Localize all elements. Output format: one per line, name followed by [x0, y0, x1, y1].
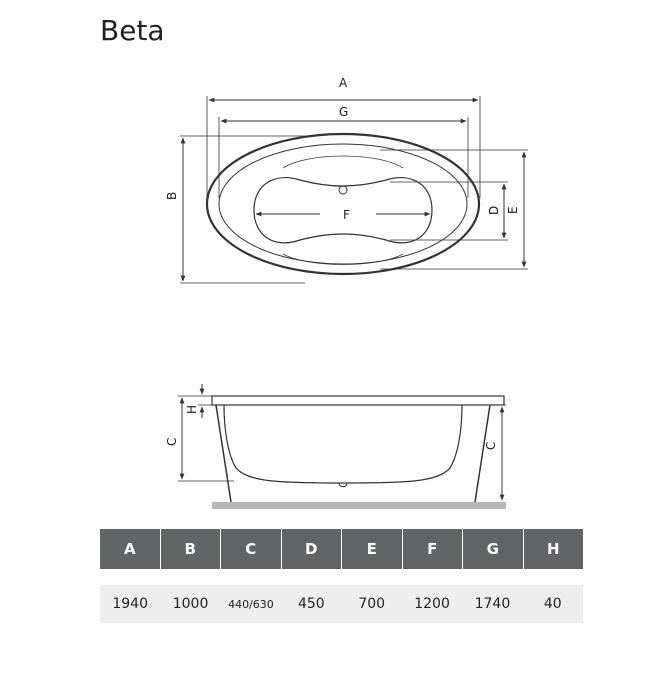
- value-h: 40: [543, 596, 562, 612]
- header-d: D: [282, 529, 343, 569]
- label-c-left: C: [165, 437, 179, 446]
- value-b: 1000: [172, 596, 209, 612]
- value-c: 440/630: [228, 597, 274, 611]
- floor: [212, 502, 506, 509]
- header-g: G: [463, 529, 524, 569]
- label-e: E: [506, 206, 520, 214]
- label-f: F: [343, 208, 350, 222]
- value-e: 700: [358, 596, 386, 612]
- side-outer-shell: [216, 405, 490, 502]
- header-f: F: [403, 529, 464, 569]
- table-value-row: [100, 585, 583, 623]
- table-header-row: [100, 529, 583, 569]
- label-d: D: [487, 205, 501, 215]
- product-title: Beta: [100, 14, 165, 47]
- side-inner-basin: [224, 405, 462, 483]
- value-d: 450: [297, 596, 325, 612]
- label-h: H: [185, 404, 199, 414]
- side-rim: [212, 396, 504, 405]
- outer-rim: [207, 134, 479, 274]
- header-h: H: [546, 540, 560, 558]
- value-g: 1740: [474, 596, 511, 612]
- label-c-right: C: [484, 441, 498, 450]
- lower-shoulder: [283, 254, 403, 265]
- value-a: 1940: [112, 596, 148, 612]
- top-view: [180, 96, 528, 283]
- header-a: A: [100, 529, 161, 569]
- dimensions-table: [100, 529, 583, 623]
- upper-shoulder: [283, 156, 403, 168]
- label-b: B: [165, 191, 179, 200]
- drain: [339, 186, 347, 194]
- value-f: 1200: [414, 596, 450, 612]
- header-c: C: [221, 529, 282, 569]
- header-b: B: [161, 529, 222, 569]
- inner-rim: [219, 144, 467, 264]
- label-a: A: [339, 76, 348, 90]
- header-e: E: [342, 529, 403, 569]
- side-view: [178, 384, 506, 509]
- label-g: G: [339, 105, 349, 119]
